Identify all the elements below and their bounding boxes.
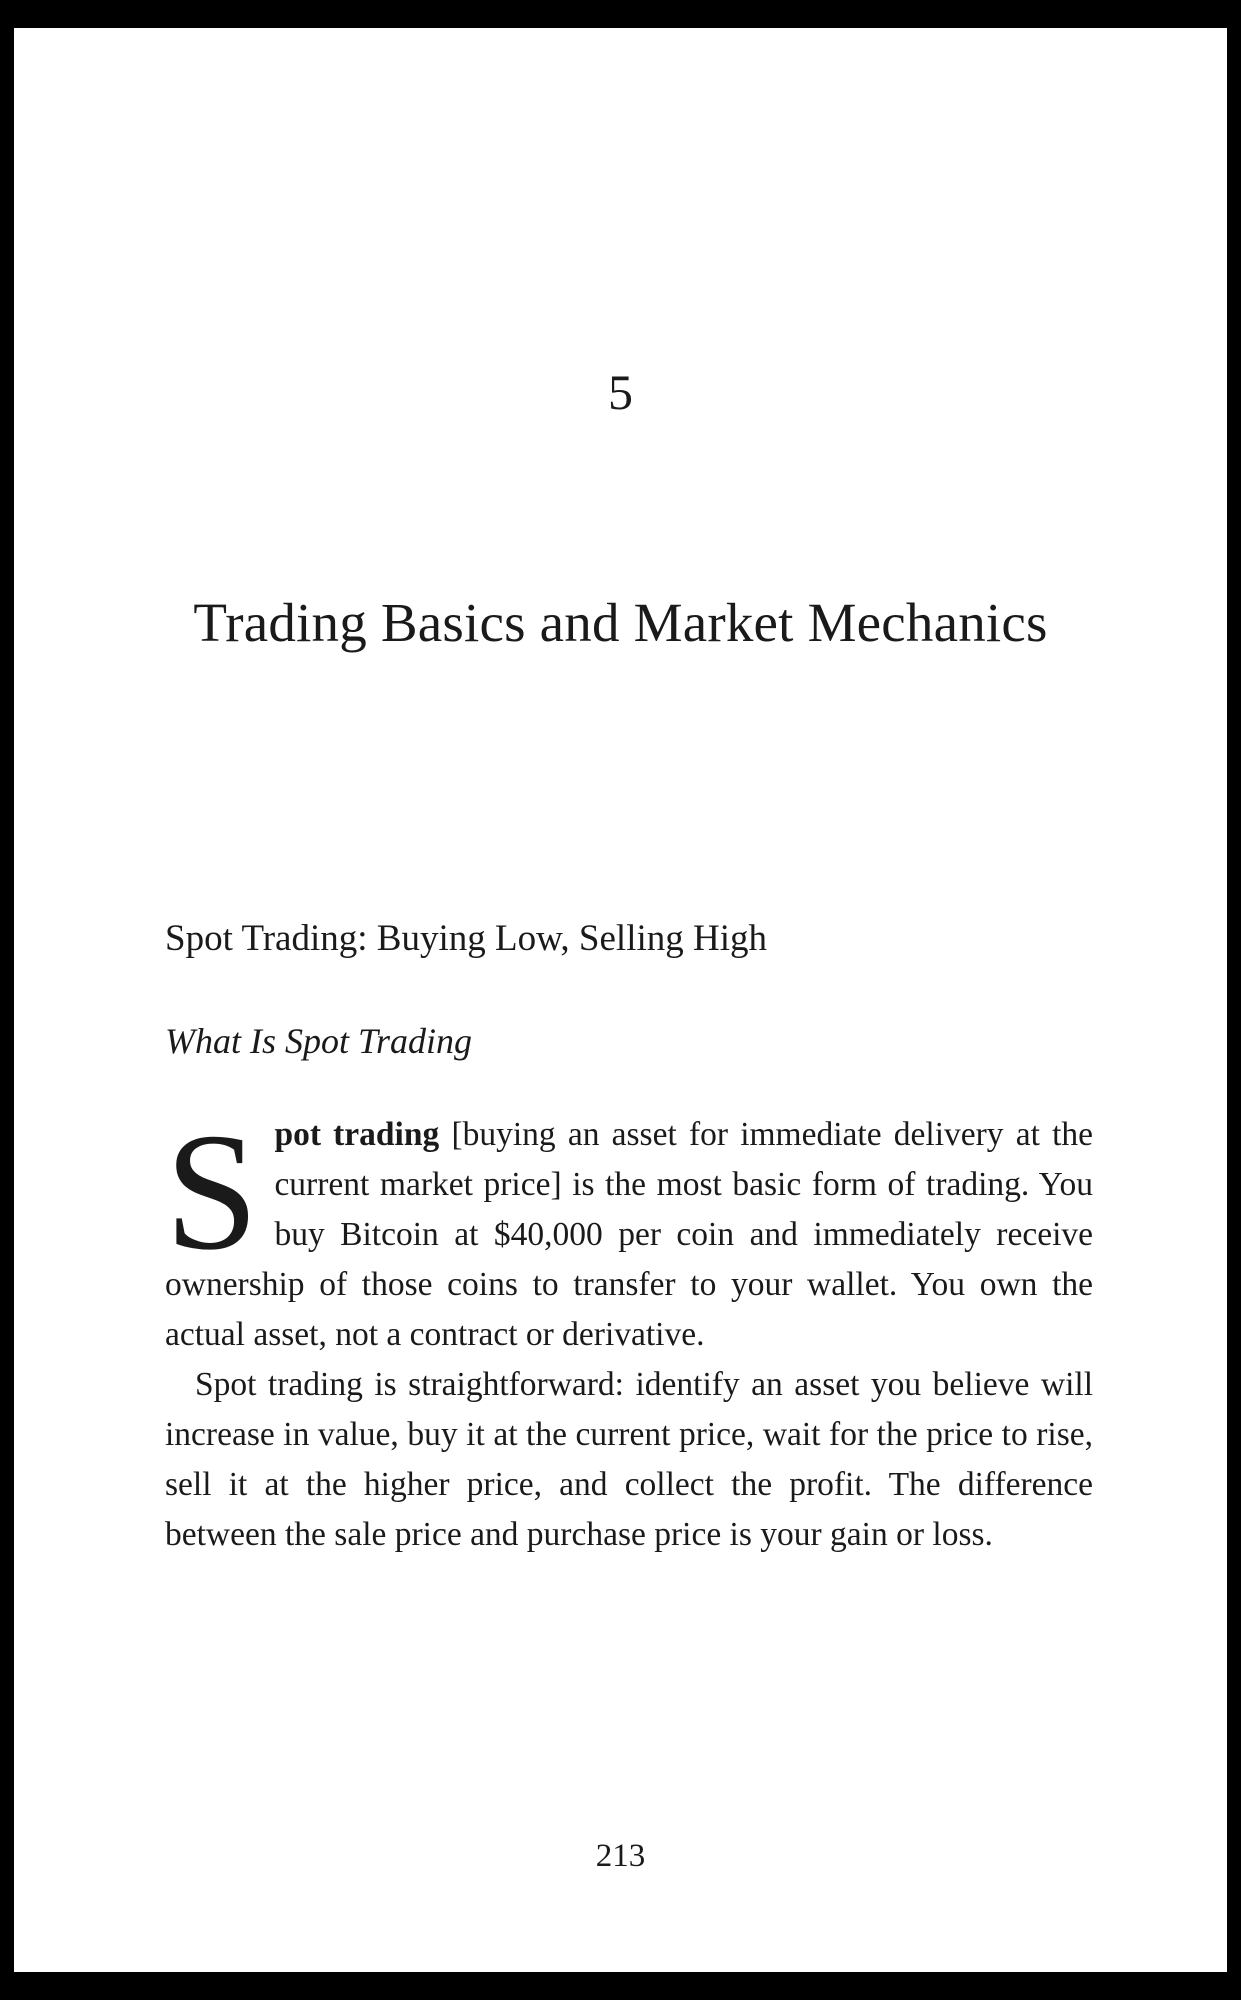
paragraph-2: Spot trading is straightforward: identify an asset you believe will increase in value, buy it at the current price, wait for the price to rise, sell it at the higher price, and collect the profit. The difference between the sale price and purchase price is your gain or loss. (165, 1366, 1093, 1553)
page-number: 213 (595, 1838, 646, 1874)
chapter-title: Trading Basics and Market Mechanics (193, 592, 1048, 653)
section-heading: Spot Trading: Buying Low, Selling High (165, 918, 768, 959)
paragraph-1 (165, 1099, 1093, 1360)
book-page (14, 28, 1227, 1972)
body-text (165, 1099, 1093, 1560)
chapter-number: 5 (608, 364, 633, 420)
drop-cap: S (165, 1099, 259, 1285)
subsection-heading: What Is Spot Trading (165, 1021, 473, 1061)
paragraph-1-text: [buying an asset for immediate delivery at the current market price] is the most basic form of trading. You buy Bitcoin at $40,000 per coin and immediately receive ownership of those coins to transfer to your wallet. You own the actual asset, not a contract or derivative. (165, 1116, 1093, 1353)
bold-term: pot trading (274, 1116, 440, 1153)
